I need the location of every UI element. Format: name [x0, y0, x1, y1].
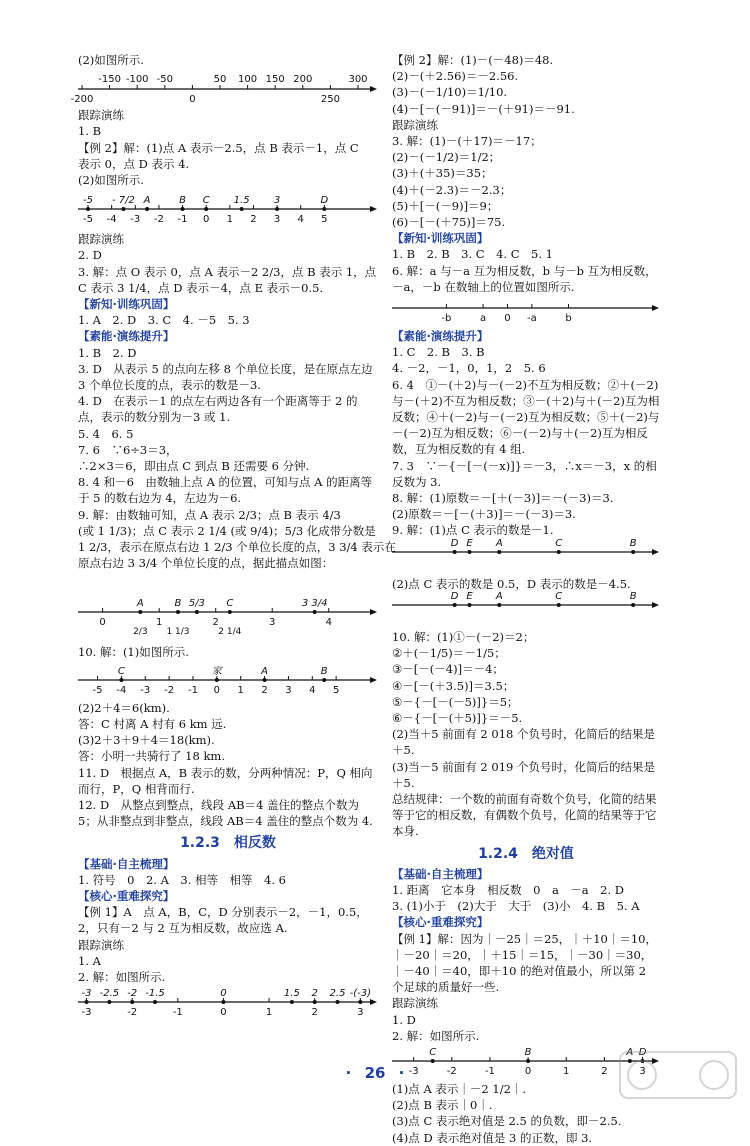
page-number: 26	[364, 1064, 386, 1082]
answer-paragraph: 11. D 根据点 A，B 表示的数，分两种情况：P，Q 相向而行，P，Q 相背而行.	[78, 765, 373, 796]
answer-paragraph: 【例 1】解：因为｜－25｜＝25，｜＋10｜＝10，｜－20｜＝20，｜＋15｜＝15，｜－30｜＝30，｜－40｜＝40，即＋10 的绝对值最小，所以第 2 个足球的质量好一些.	[392, 931, 658, 995]
tick-label: 0	[504, 313, 511, 325]
answer-line: (3)＋(＋35)＝35；	[392, 166, 493, 181]
number-line-left-2	[78, 189, 378, 229]
tick-label: 50	[213, 74, 227, 86]
tick-label: 1	[226, 214, 234, 226]
answer-line: 1 2/3，表示在原点右边 1 2/3 个单位长度的点，3 3/4 表示在	[78, 540, 396, 555]
point-marker	[121, 207, 125, 211]
point-marker	[631, 603, 635, 607]
answer-line: (3)2＋3＋9＋4＝18(km).	[78, 733, 215, 748]
answer-line: 2. 解：如图所示.	[392, 1028, 480, 1043]
tick-label: 0	[524, 1065, 532, 1077]
point-marker	[631, 550, 635, 554]
answer-line: 3. 解：点 O 表示 0，点 A 表示－2 2/3，点 B 表示 1，点	[78, 264, 377, 279]
point-marker	[336, 1000, 340, 1004]
answer-line: ⑥－{－[－(＋5)]}＝－5.	[392, 710, 523, 725]
tick-label: -1	[177, 214, 188, 226]
tick-label: 4	[297, 214, 304, 226]
answer-line: 10. 解：(1)①－(－2)＝2；	[392, 629, 535, 644]
point-marker	[322, 207, 326, 211]
answer-line: 1. 距离 它本身 相反数 0 a －a 2. D	[392, 882, 625, 897]
tick-label: 1	[155, 617, 163, 629]
section-heading: 【素能·演练提升】	[78, 329, 175, 344]
point-marker	[138, 610, 142, 614]
tick-label: -3	[81, 1007, 92, 1019]
point-marker	[453, 550, 457, 554]
point-label: 家	[211, 665, 222, 677]
point-label: -2	[127, 988, 138, 1000]
answer-line: 8. 解：(1)原数＝－[＋(－3)]＝－(－3)＝3.	[392, 491, 614, 506]
section-heading: 【新知·训练巩固】	[78, 297, 175, 312]
point-marker	[221, 1000, 225, 1004]
tick-label: 4	[309, 684, 316, 696]
axis-arrow-icon	[370, 609, 377, 615]
tick-label: 150	[265, 74, 285, 86]
axis-arrow-icon	[370, 206, 377, 212]
tick-label: -2	[446, 1065, 457, 1077]
answer-line: 9. 解：(1)点 C 表示的数是－1.	[392, 523, 554, 538]
answer-paragraph: 8. 4 和－6 由数轴上点 A 的位置，可知与点 A 的距离等于 5 的数右边为 4，左边为－6.	[78, 475, 373, 506]
tick-label: b	[565, 313, 572, 325]
footer-dot-left: ·	[345, 1064, 352, 1082]
point-value-label: 1 1/3	[166, 627, 190, 638]
point-label: B	[320, 665, 328, 677]
point-label: A	[136, 598, 144, 610]
answer-line: 2. 解：如图所示.	[78, 969, 166, 984]
tick-label: -a	[527, 313, 537, 325]
answer-paragraph: 7. 3 ∵－{－[－(－x)]}＝－3，∴x＝－3，x 的相反数为 3.	[392, 458, 657, 489]
tick-label: 5	[332, 684, 340, 696]
number-line-left-5	[78, 986, 378, 1020]
point-marker	[468, 550, 472, 554]
point-marker	[557, 603, 561, 607]
chapter-title: 1.2.4 绝对值	[478, 845, 574, 862]
tick-label: -150	[98, 74, 121, 86]
point-marker	[85, 1000, 89, 1004]
answer-line: (或 1 1/3)；点 C 表示 2 1/4 (或 9/4)；5/3 化成带分数是	[78, 523, 376, 538]
answer-line: (6)－[－(＋75)]＝75.	[392, 215, 506, 230]
tick-label: 0	[189, 94, 196, 106]
point-marker	[145, 207, 149, 211]
stamp-watermark-icon	[618, 1050, 738, 1100]
tick-label: 2	[250, 214, 257, 226]
answer-line: ⑤－{－[－(－5)]}＝5；	[392, 694, 519, 709]
tick-label: 3	[639, 1065, 646, 1077]
point-label: B	[524, 1046, 532, 1058]
answer-line: 【例 2】解：(1)点 A 表示－2.5，点 B 表示－1，点 C	[78, 140, 359, 155]
number-line-left-4	[78, 662, 378, 698]
point-marker	[526, 1059, 530, 1063]
point-marker	[228, 610, 232, 614]
section-heading: 【基础·自主梳理】	[392, 866, 489, 881]
tick-label: -3	[408, 1065, 419, 1077]
point-label: 3 3/4	[301, 598, 328, 610]
section-heading: 【基础·自主梳理】	[78, 856, 175, 871]
answer-line: 1. B 2. D	[78, 345, 137, 360]
tick-label: 2	[212, 617, 219, 629]
answer-line: 3. (1)小于 (2)大于 大于 (3)小 4. B 5. A	[392, 899, 640, 914]
answer-paragraph: 3. D 从表示 5 的点向左移 8 个单位长度，是在原点左边 3 个单位长度的点，表示的数是－3.	[78, 361, 373, 393]
point-marker	[119, 678, 123, 682]
point-label: -3	[81, 988, 92, 1000]
answer-line: 原点右边 3 3/4 个单位长度的点，据此描点如图：	[78, 556, 334, 571]
tick-label: -100	[125, 74, 149, 86]
answer-line: 跟踪演练	[78, 108, 124, 123]
answer-line: 10. 解：(1)如图所示.	[78, 645, 189, 660]
point-label: B	[629, 537, 637, 549]
tick-label: 0	[202, 214, 210, 226]
answer-line: 4. －2，－1，0，1，2 5. 6	[392, 361, 546, 376]
answer-line: (2)点 B 表示｜0｜.	[392, 1098, 493, 1113]
point-marker	[107, 1000, 111, 1004]
tick-label: -1	[172, 1007, 183, 1019]
axis-arrow-icon	[652, 602, 659, 608]
tick-label: -b	[441, 313, 452, 325]
point-label: A	[495, 537, 503, 549]
answer-paragraph: 【例 1】A 点 A，B，C，D 分别表示－2，－1，0.5，2，只有－2 与 2 互为相反数，故应选 A.	[78, 905, 368, 936]
answer-line: (2)2＋4＝6(km).	[78, 700, 170, 715]
answer-line: 1. B 2. B 3. C 4. C 5. 1	[392, 247, 553, 262]
axis-arrow-icon	[370, 677, 377, 683]
answer-line: (2)如图所示.	[78, 173, 144, 188]
answer-line: ③－[－(－4)]＝－4；	[392, 662, 504, 677]
answer-line: ∴2×3＝6，即由点 C 到点 B 还需要 6 分钟.	[78, 459, 310, 474]
answer-line: 2. D	[78, 248, 102, 263]
tick-label: -2	[153, 214, 164, 226]
point-label: - 7/2	[112, 195, 135, 207]
left-column	[70, 52, 396, 1022]
answer-line: (4)＋(－2.3)＝－2.3；	[392, 182, 512, 197]
answer-line: 1. B	[78, 124, 102, 139]
tick-label: -3	[140, 684, 151, 696]
section-heading: 【新知·训练巩固】	[392, 231, 489, 246]
tick-label: -4	[116, 684, 127, 696]
answer-line: ②＋(－1/5)＝－1/5；	[392, 646, 506, 661]
point-label: C	[226, 598, 234, 610]
axis-arrow-icon	[370, 86, 377, 92]
tick-label: -5	[92, 684, 103, 696]
tick-label: -200	[70, 94, 94, 106]
point-marker	[195, 610, 199, 614]
right-column	[392, 52, 660, 1146]
tick-label: a	[479, 313, 487, 325]
answer-line: (1)点 A 表示｜－2 1/2｜.	[392, 1081, 527, 1096]
tick-label: 200	[293, 74, 313, 86]
point-marker	[176, 610, 180, 614]
number-line-right-2	[392, 537, 660, 574]
answer-line: 9. 解：由数轴可知，点 A 表示 2/3；点 B 表示 4/3	[78, 507, 341, 522]
point-marker	[497, 550, 501, 554]
point-marker	[290, 1000, 294, 1004]
answer-line: (2)点 C 表示的数是 0.5，D 表示的数是－4.5.	[392, 576, 631, 591]
point-label: B	[174, 598, 182, 610]
answer-line: 1. D	[392, 1012, 416, 1027]
point-label: D	[320, 195, 329, 207]
answer-line: 跟踪演练	[392, 996, 438, 1011]
tick-label: -3	[130, 214, 141, 226]
answer-paragraph: 12. D 从整点到整点，线段 AB＝4 盖住的整点个数为 5；从非整点到非整点，线段 AB＝4 盖住的整点个数为 4.	[78, 797, 373, 829]
point-value-label: 2 1/4	[218, 627, 242, 638]
tick-label: 2	[311, 1007, 318, 1019]
tick-label: 2	[601, 1065, 608, 1077]
tick-label: 0	[99, 617, 106, 629]
tick-label: 0	[220, 1007, 227, 1019]
axis-arrow-icon	[370, 999, 377, 1005]
point-label: -(-3)	[349, 988, 372, 1000]
chapter-title: 1.2.3 相反数	[180, 835, 276, 852]
number-line-right-3	[392, 590, 660, 627]
answer-line: (2)－(＋2.56)＝－2.56.	[392, 69, 519, 84]
answer-line: (2)原数＝－[－(＋3)]＝－(－3)＝3.	[392, 507, 576, 522]
tick-label: 250	[320, 94, 340, 106]
answer-line: 【例 2】解：(1)－(－48)＝48.	[392, 53, 554, 67]
point-label: E	[466, 537, 473, 549]
tick-label: 5	[321, 214, 328, 226]
answer-line: －a，－b 在数轴上的位置如图所示.	[392, 279, 575, 294]
point-marker	[313, 1000, 317, 1004]
point-label: 0	[220, 988, 227, 1000]
point-label: 2	[311, 988, 318, 1000]
point-marker	[86, 207, 90, 211]
point-marker	[322, 678, 326, 682]
answer-line: 答：C 村离 A 村有 6 km 远.	[78, 716, 227, 731]
answer-line: 跟踪演练	[78, 232, 124, 247]
answer-line: C 表示 3 1/4，点 D 表示－4，点 E 表示－0.5.	[78, 280, 324, 295]
point-label: -2.5	[99, 988, 120, 1000]
point-label: -1.5	[145, 988, 165, 1000]
point-label: D	[450, 537, 459, 549]
point-label: A	[143, 195, 151, 207]
point-label: C	[555, 590, 563, 602]
point-marker	[153, 1000, 157, 1004]
answer-line: 1. A 2. D 3. C 4. －5 5. 3	[78, 313, 250, 328]
point-marker	[275, 207, 279, 211]
point-label: D	[450, 590, 459, 602]
number-line-right-1	[392, 296, 660, 326]
tick-label: 0	[213, 684, 221, 696]
axis-arrow-icon	[652, 305, 659, 311]
axis-arrow-icon	[652, 549, 659, 555]
point-label: 3	[273, 195, 281, 207]
point-label: A	[495, 590, 503, 602]
tick-label: -2	[127, 1007, 138, 1019]
tick-label: 3	[269, 617, 276, 629]
point-label: E	[466, 590, 473, 602]
answer-line: (2)如图所示.	[78, 53, 144, 67]
tick-label: 3	[285, 684, 292, 696]
point-label: 2.5	[329, 988, 346, 1000]
answer-line: (3)点 C 表示绝对值是 2.5 的负数，即－2.5.	[392, 1114, 622, 1129]
answer-line: 6. 解：a 与－a 互为相反数，b 与－b 互为相反数，	[392, 263, 657, 278]
section-heading: 【素能·演练提升】	[392, 329, 489, 344]
section-heading: 【核心·重难探究】	[392, 915, 489, 930]
answer-line: 跟踪演练	[392, 117, 438, 132]
point-label: 1.5	[283, 988, 300, 1000]
point-marker	[181, 207, 185, 211]
point-label: C	[429, 1046, 437, 1058]
point-label: 1.5	[233, 195, 250, 207]
point-label: A	[626, 1046, 634, 1058]
tick-label: 2	[261, 684, 268, 696]
tick-label: -4	[106, 214, 117, 226]
answer-line: 1. A	[78, 953, 101, 968]
answer-line: 跟踪演练	[78, 937, 124, 952]
point-marker	[204, 207, 208, 211]
tick-label: 1	[237, 684, 244, 696]
point-marker	[313, 610, 317, 614]
point-label: C	[202, 195, 210, 207]
answer-line: 1. C 2. B 3. B	[392, 345, 485, 360]
answer-line: (5)＋[－(－9)]＝9；	[392, 198, 499, 213]
answer-line: 表示 0，点 D 表示 4.	[78, 156, 190, 171]
tick-label: 3	[357, 1007, 364, 1019]
point-label: A	[261, 665, 268, 677]
point-label: 5/3	[188, 598, 205, 610]
tick-label: -5	[83, 214, 93, 226]
point-label: B	[629, 590, 637, 602]
point-marker	[557, 550, 561, 554]
answer-line: (2)－(－1/2)＝1/2；	[392, 150, 501, 165]
number-line-left-1	[70, 69, 378, 106]
answer-line: 1. 符号 0 2. A 3. 相等 相等 4. 6	[78, 872, 286, 887]
tick-label: -2	[164, 684, 175, 696]
tick-label: -50	[156, 74, 173, 86]
tick-label: 1	[563, 1065, 570, 1077]
point-label: -5	[83, 195, 93, 207]
answer-line: 3. 解：(1)－(＋17)＝－17；	[392, 134, 542, 149]
tick-label: 300	[348, 74, 368, 86]
point-marker	[468, 603, 472, 607]
section-heading: 【核心·重难探究】	[78, 888, 175, 903]
point-label: C	[555, 537, 563, 549]
answer-line: 7. 6 ∵6÷3＝3，	[78, 442, 178, 457]
point-marker	[240, 207, 244, 211]
tick-label: 1	[265, 1007, 273, 1019]
answer-line: (4)－[－(－91)]＝－(＋91)＝－91.	[392, 101, 575, 116]
number-line-left-3	[78, 572, 378, 642]
point-marker	[358, 1000, 362, 1004]
answer-line: (3)－(－1/10)＝1/10.	[392, 85, 508, 100]
point-label: B	[179, 195, 186, 207]
point-marker	[130, 1000, 134, 1004]
footer-dot-right: ·	[398, 1064, 405, 1082]
tick-label: 3	[273, 214, 281, 226]
point-label: C	[117, 665, 125, 677]
point-marker	[431, 1059, 435, 1063]
point-marker	[263, 678, 267, 682]
answer-line: 答：小明一共骑行了 18 km.	[78, 749, 225, 764]
point-marker	[453, 603, 457, 607]
answer-paragraph: 6. 4 ①－(＋2)与－(－2)不互为相反数；②＋(－2)与－(＋2)不互为相反数；③－(＋2)与＋(－2)互为相反数；④＋(－2)与－(－2)互为相反数；⑤＋(－2)与－(－2)互为相反数；⑥－(－2)与＋(－2)互为相反数，互为相反数的有 4 组.	[392, 377, 660, 457]
answer-paragraph: 4. D 在表示－1 的点左右两边各有一个距离等于 2 的点，表示的数分别为－3 或 1.	[78, 394, 358, 425]
answer-paragraph: (2)当＋5 前面有 2 018 个负号时，化简后的结果是＋5.	[392, 727, 655, 758]
tick-label: 4	[325, 617, 332, 629]
point-marker	[215, 678, 219, 682]
point-label: D	[638, 1046, 647, 1058]
point-value-label: 2/3	[133, 627, 148, 638]
tick-label: -1	[187, 684, 198, 696]
answer-line: 5. 4 6. 5	[78, 426, 134, 441]
tick-label: -1	[484, 1065, 495, 1077]
answer-line: (4)点 D 表示绝对值是 3 的正数，即 3.	[392, 1130, 593, 1145]
answer-paragraph: 总结规律：一个数的前面有奇数个负号，化简的结果等于它的相反数，有偶数个负号，化简的结果等于它本身.	[392, 791, 657, 839]
tick-label: 100	[238, 74, 258, 86]
answer-line: ④－[－(＋3.5)]＝3.5；	[392, 678, 515, 693]
answer-paragraph: (3)当－5 前面有 2 019 个负号时，化简后的结果是＋5.	[392, 759, 655, 790]
point-marker	[497, 603, 501, 607]
